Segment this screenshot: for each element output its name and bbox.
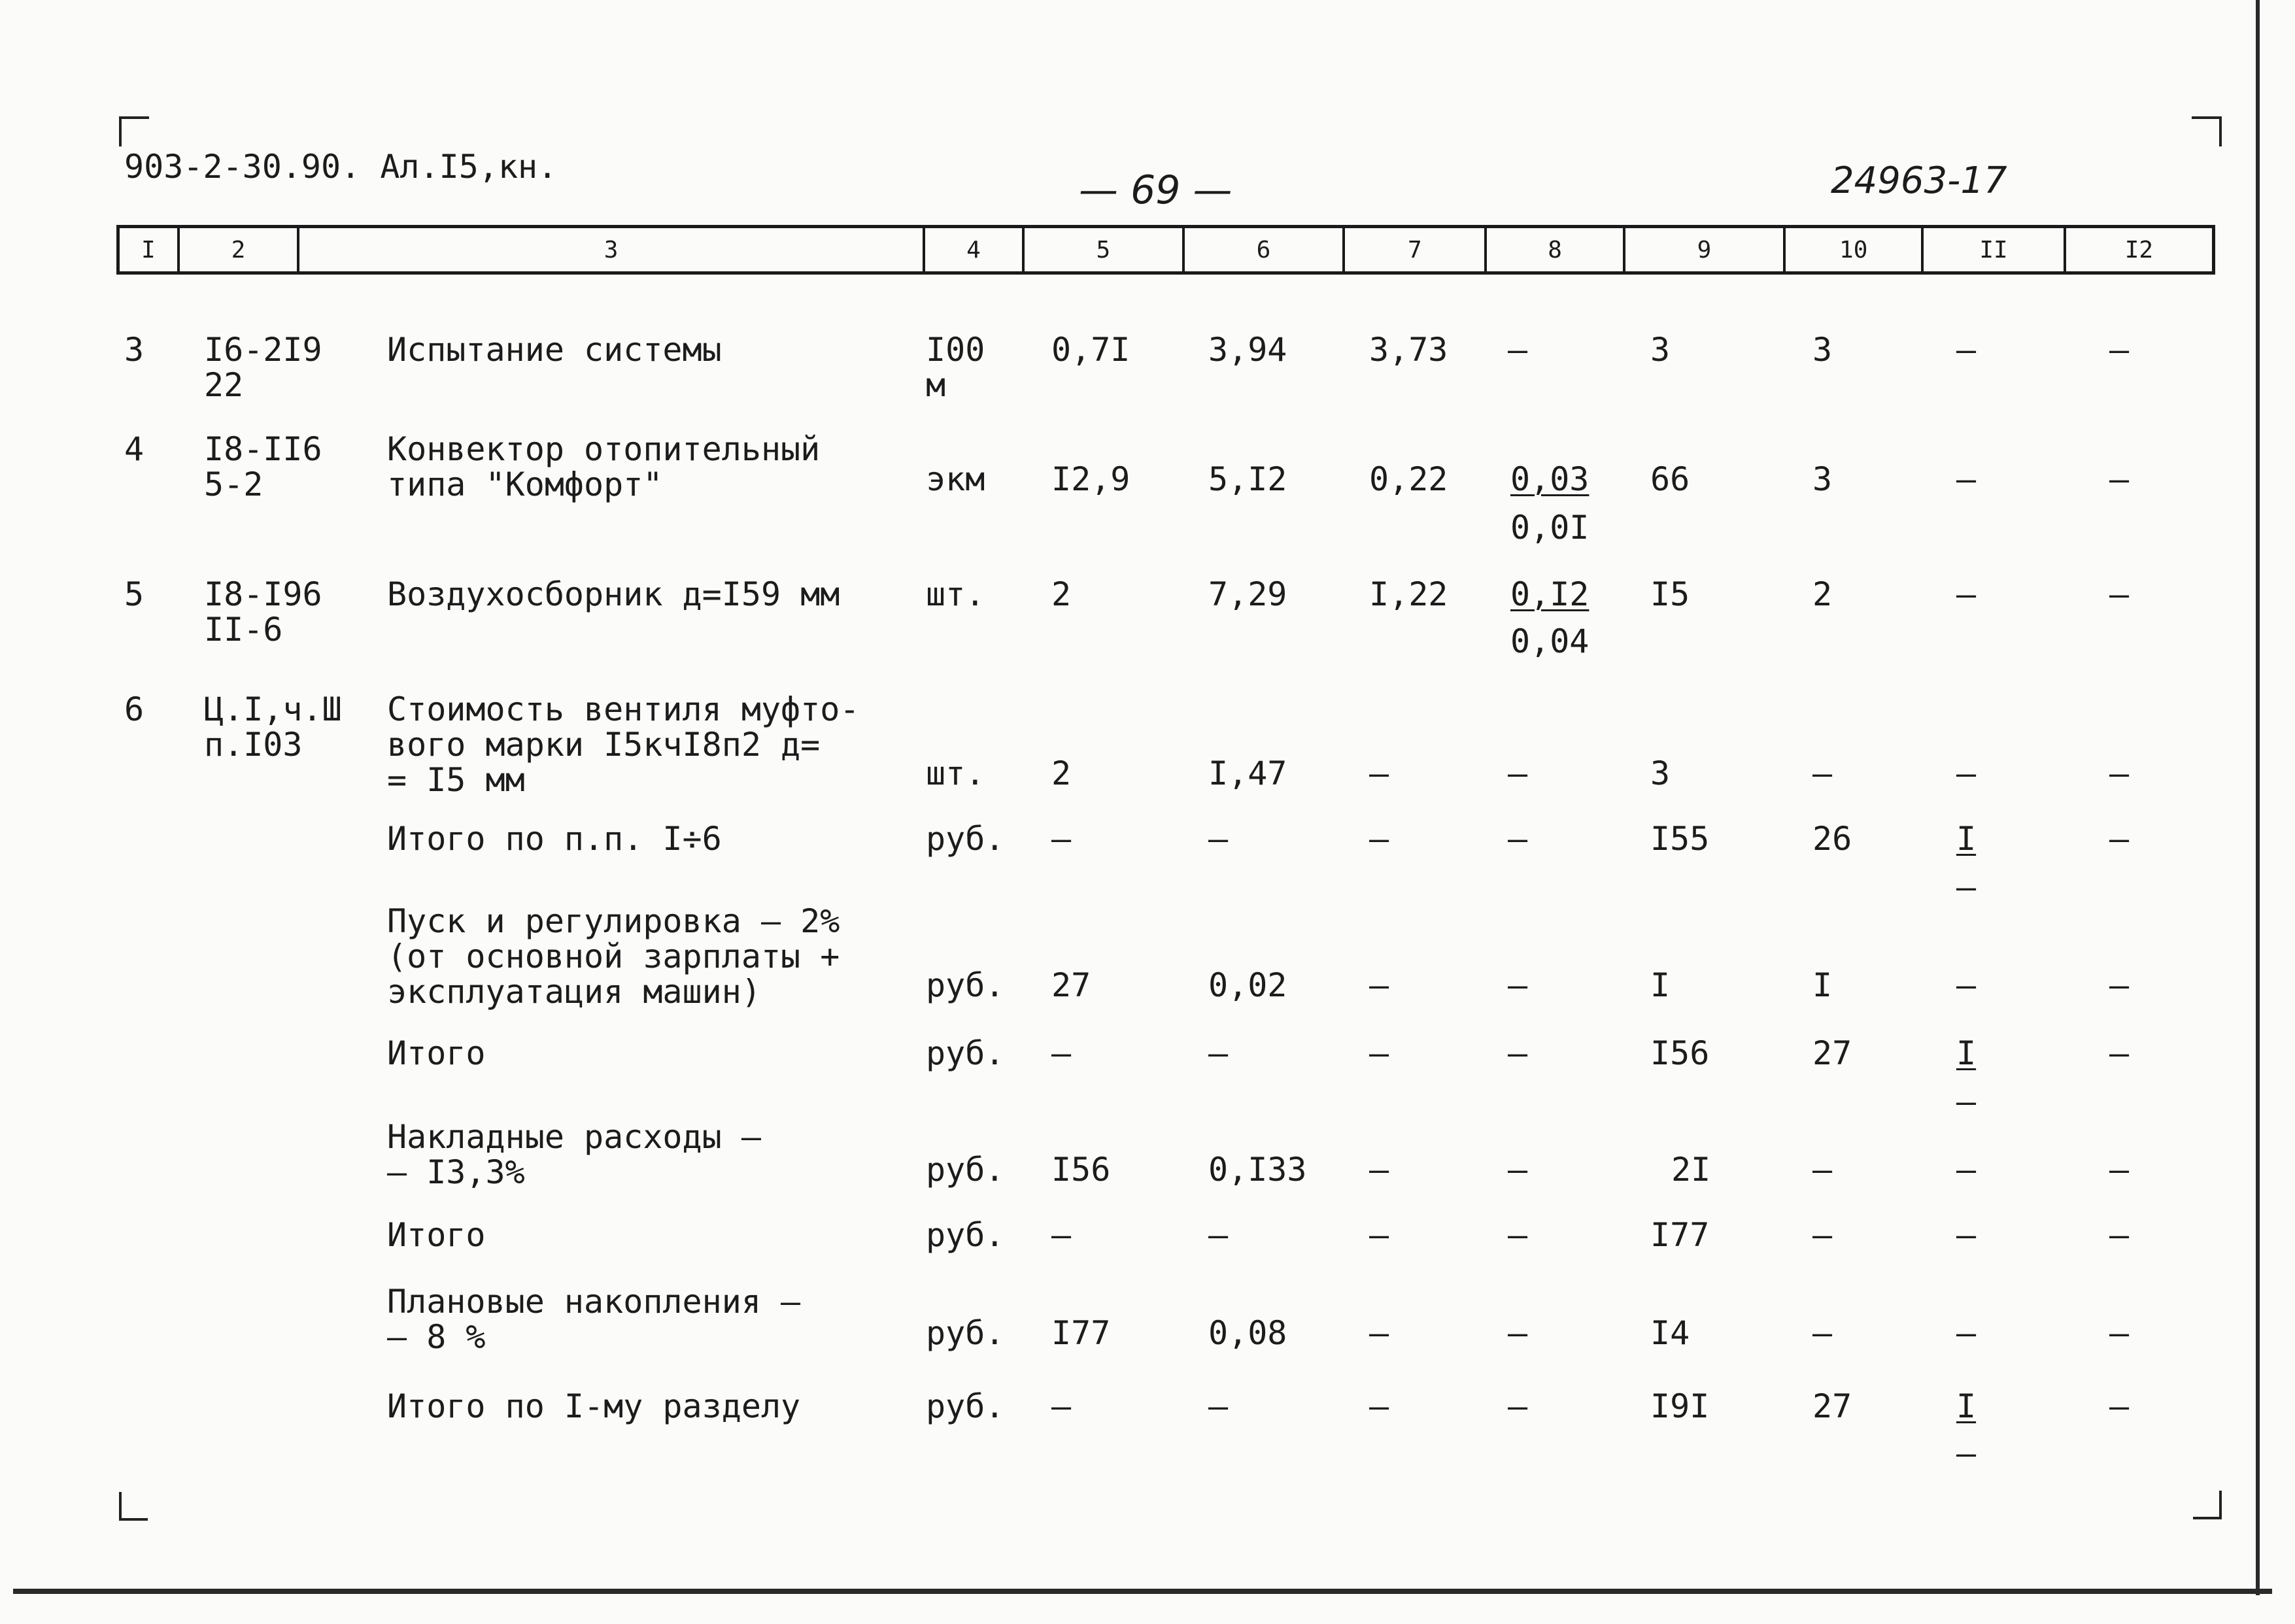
cell-col11: – — [1956, 460, 1977, 498]
col-header-2: 2 — [180, 228, 299, 271]
cell-unit: шт. — [926, 754, 985, 792]
col-header-8: 8 — [1487, 228, 1625, 271]
cell-unit: шт. — [926, 575, 985, 613]
cell-col10: 3 — [1812, 331, 1833, 369]
cell-col9: 2I — [1671, 1151, 1711, 1189]
cell-col8: – — [1508, 1151, 1528, 1189]
cell-col11: – — [1956, 754, 1977, 792]
cell-col5: 27 — [1051, 966, 1091, 1004]
cell-col5: – — [1051, 820, 1072, 858]
cell-name: Воздухосборник д=I59 мм — [387, 575, 840, 613]
cell-col7: – — [1369, 820, 1389, 858]
cell-col7: 0,22 — [1369, 460, 1448, 498]
cell-col10: – — [1812, 1151, 1833, 1189]
cell-unit: руб. — [926, 820, 1005, 858]
cell-unit: экм — [926, 460, 985, 498]
col-header-5: 5 — [1025, 228, 1185, 271]
cell-col9: 3 — [1650, 331, 1671, 369]
cell-col8: – — [1508, 966, 1528, 1004]
cell-name: Накладные расходы – – I3,3% — [387, 1118, 761, 1191]
cell-col11-denominator: – — [1956, 1083, 1977, 1121]
cell-col12: – — [2109, 754, 2130, 792]
cell-col5: 2 — [1051, 575, 1072, 613]
cell-unit: руб. — [926, 1034, 1005, 1072]
cell-code: Ц.I,ч.Ш п.I03 — [204, 690, 342, 764]
cell-col7: – — [1369, 1387, 1389, 1425]
cell-col8-numerator: 0,I2 — [1510, 575, 1590, 613]
cell-col8: – — [1508, 754, 1528, 792]
page-number: — 69 — — [1079, 167, 1232, 213]
cell-index: 6 — [124, 690, 144, 728]
cell-col5: – — [1051, 1387, 1072, 1425]
cell-col6: 0,I33 — [1208, 1151, 1307, 1189]
cell-code: I6-2I9 22 — [204, 331, 322, 404]
corner-mark-top-right — [2192, 116, 2222, 146]
cell-col5: I2,9 — [1051, 460, 1130, 498]
cell-col7: – — [1369, 1034, 1389, 1072]
cell-col6: I,47 — [1208, 754, 1287, 792]
cell-col8: – — [1508, 1314, 1528, 1352]
cell-col6: 0,08 — [1208, 1314, 1287, 1352]
cell-name: Итого по п.п. I÷6 — [387, 820, 722, 858]
cell-col5: – — [1051, 1216, 1072, 1254]
cell-code: I8-I96 II-6 — [204, 575, 322, 649]
column-header-row — [116, 225, 2215, 275]
cell-col11: – — [1956, 966, 1977, 1004]
cell-col12: – — [2109, 331, 2130, 369]
cell-col6: – — [1208, 1387, 1229, 1425]
cell-col11: – — [1956, 1151, 1977, 1189]
cell-name: Конвектор отопительный типа "Комфорт" — [387, 430, 821, 503]
cell-col9: I77 — [1650, 1216, 1710, 1254]
cell-col10: 2 — [1812, 575, 1833, 613]
cell-col9: I55 — [1650, 820, 1710, 858]
cell-col10: – — [1812, 1216, 1833, 1254]
col-header-7: 7 — [1345, 228, 1487, 271]
cell-col11: – — [1956, 331, 1977, 369]
cell-col11: – — [1956, 1216, 1977, 1254]
scan-edge-bottom — [13, 1589, 2272, 1594]
col-header-1: I — [120, 228, 180, 271]
col-header-4: 4 — [925, 228, 1025, 271]
cell-col12: – — [2109, 820, 2130, 858]
corner-mark-top-left — [119, 116, 149, 146]
cell-col10: 26 — [1812, 820, 1852, 858]
sheet-code: 24963-17 — [1831, 160, 2007, 202]
cell-col10: I — [1812, 966, 1833, 1004]
cell-col11-denominator: – — [1956, 868, 1977, 906]
cell-unit: руб. — [926, 1387, 1005, 1425]
cell-code: I8-II6 5-2 — [204, 430, 322, 503]
cell-col7: – — [1369, 1314, 1389, 1352]
cell-col10: 3 — [1812, 460, 1833, 498]
cell-col11-numerator: I — [1956, 1387, 1977, 1425]
cell-name: Итого по I-му разделу — [387, 1387, 801, 1425]
cell-col12: – — [2109, 1034, 2130, 1072]
col-header-6: 6 — [1185, 228, 1345, 271]
cell-col6: 7,29 — [1208, 575, 1287, 613]
cell-col8-denominator: 0,0I — [1510, 509, 1590, 547]
cell-col5: 0,7I — [1051, 331, 1130, 369]
cell-col10: 27 — [1812, 1034, 1852, 1072]
cell-col7: – — [1369, 1151, 1389, 1189]
cell-col8: – — [1508, 1216, 1528, 1254]
cell-col8: – — [1508, 1387, 1528, 1425]
cell-col6: 3,94 — [1208, 331, 1287, 369]
cell-col9: I56 — [1650, 1034, 1710, 1072]
cell-col8-denominator: 0,04 — [1510, 622, 1590, 660]
cell-unit: руб. — [926, 966, 1005, 1004]
cell-col11-numerator: I — [1956, 1034, 1977, 1072]
cell-col12: – — [2109, 966, 2130, 1004]
cell-col5: – — [1051, 1034, 1072, 1072]
col-header-3: 3 — [299, 228, 925, 271]
cell-unit: руб. — [926, 1314, 1005, 1352]
cell-name: Пуск и регулировка – 2% (от основной зарплаты + эксплуатация машин) — [387, 902, 840, 1011]
cell-col8-numerator: 0,03 — [1510, 460, 1590, 498]
cell-index: 5 — [124, 575, 144, 613]
cell-unit: руб. — [926, 1216, 1005, 1254]
cell-col9: 66 — [1650, 460, 1690, 498]
cell-col12: – — [2109, 1216, 2130, 1254]
cell-index: 3 — [124, 331, 144, 369]
cell-col8: – — [1508, 1034, 1528, 1072]
cell-col11: – — [1956, 1314, 1977, 1352]
cell-col12: – — [2109, 1151, 2130, 1189]
cell-col12: – — [2109, 1387, 2130, 1425]
cell-col6: 0,02 — [1208, 966, 1287, 1004]
cell-col5: 2 — [1051, 754, 1072, 792]
cell-col5: I56 — [1051, 1151, 1111, 1189]
cell-col11-denominator: – — [1956, 1434, 1977, 1472]
cell-name: Итого — [387, 1216, 486, 1254]
corner-mark-bottom-left — [119, 1492, 148, 1521]
cell-name: Итого — [387, 1034, 486, 1072]
col-header-9: 9 — [1625, 228, 1786, 271]
col-header-11: II — [1924, 228, 2066, 271]
cell-col12: – — [2109, 460, 2130, 498]
cell-col11-numerator: I — [1956, 820, 1977, 858]
cell-name: Плановые накопления – – 8 % — [387, 1283, 801, 1356]
cell-col6: 5,I2 — [1208, 460, 1287, 498]
cell-col7: – — [1369, 966, 1389, 1004]
cell-col7: – — [1369, 1216, 1389, 1254]
cell-col9: I — [1650, 966, 1671, 1004]
cell-name: Стоимость вентиля муфто- вого марки I5кчI8п2 д= = I5 мм — [387, 690, 860, 799]
cell-col9: I9I — [1650, 1387, 1710, 1425]
document-code: 903-2-30.90. Ал.I5,кн. — [124, 148, 558, 186]
cell-col8: – — [1508, 820, 1528, 858]
cell-col6: – — [1208, 1216, 1229, 1254]
col-header-12: I2 — [2124, 236, 2154, 263]
cell-col7: 3,73 — [1369, 331, 1448, 369]
corner-mark-bottom-right — [2193, 1491, 2222, 1519]
cell-unit: I00 м — [926, 331, 985, 404]
cell-col9: 3 — [1650, 754, 1671, 792]
cell-col6: – — [1208, 1034, 1229, 1072]
cell-col12: – — [2109, 1314, 2130, 1352]
cell-index: 4 — [124, 430, 144, 468]
cell-col11: – — [1956, 575, 1977, 613]
cell-col10: – — [1812, 1314, 1833, 1352]
cell-col10: – — [1812, 754, 1833, 792]
cell-col7: – — [1369, 754, 1389, 792]
cell-unit: руб. — [926, 1151, 1005, 1189]
cell-col6: – — [1208, 820, 1229, 858]
cell-col12: – — [2109, 575, 2130, 613]
cell-col10: 27 — [1812, 1387, 1852, 1425]
cell-col5: I77 — [1051, 1314, 1111, 1352]
cell-col9: I4 — [1650, 1314, 1690, 1352]
cell-col9: I5 — [1650, 575, 1690, 613]
cell-col8: – — [1508, 331, 1528, 369]
cell-name: Испытание системы — [387, 331, 722, 369]
cell-col7: I,22 — [1369, 575, 1448, 613]
scan-edge-right — [2256, 0, 2260, 1595]
col-header-10: 10 — [1786, 228, 1924, 271]
